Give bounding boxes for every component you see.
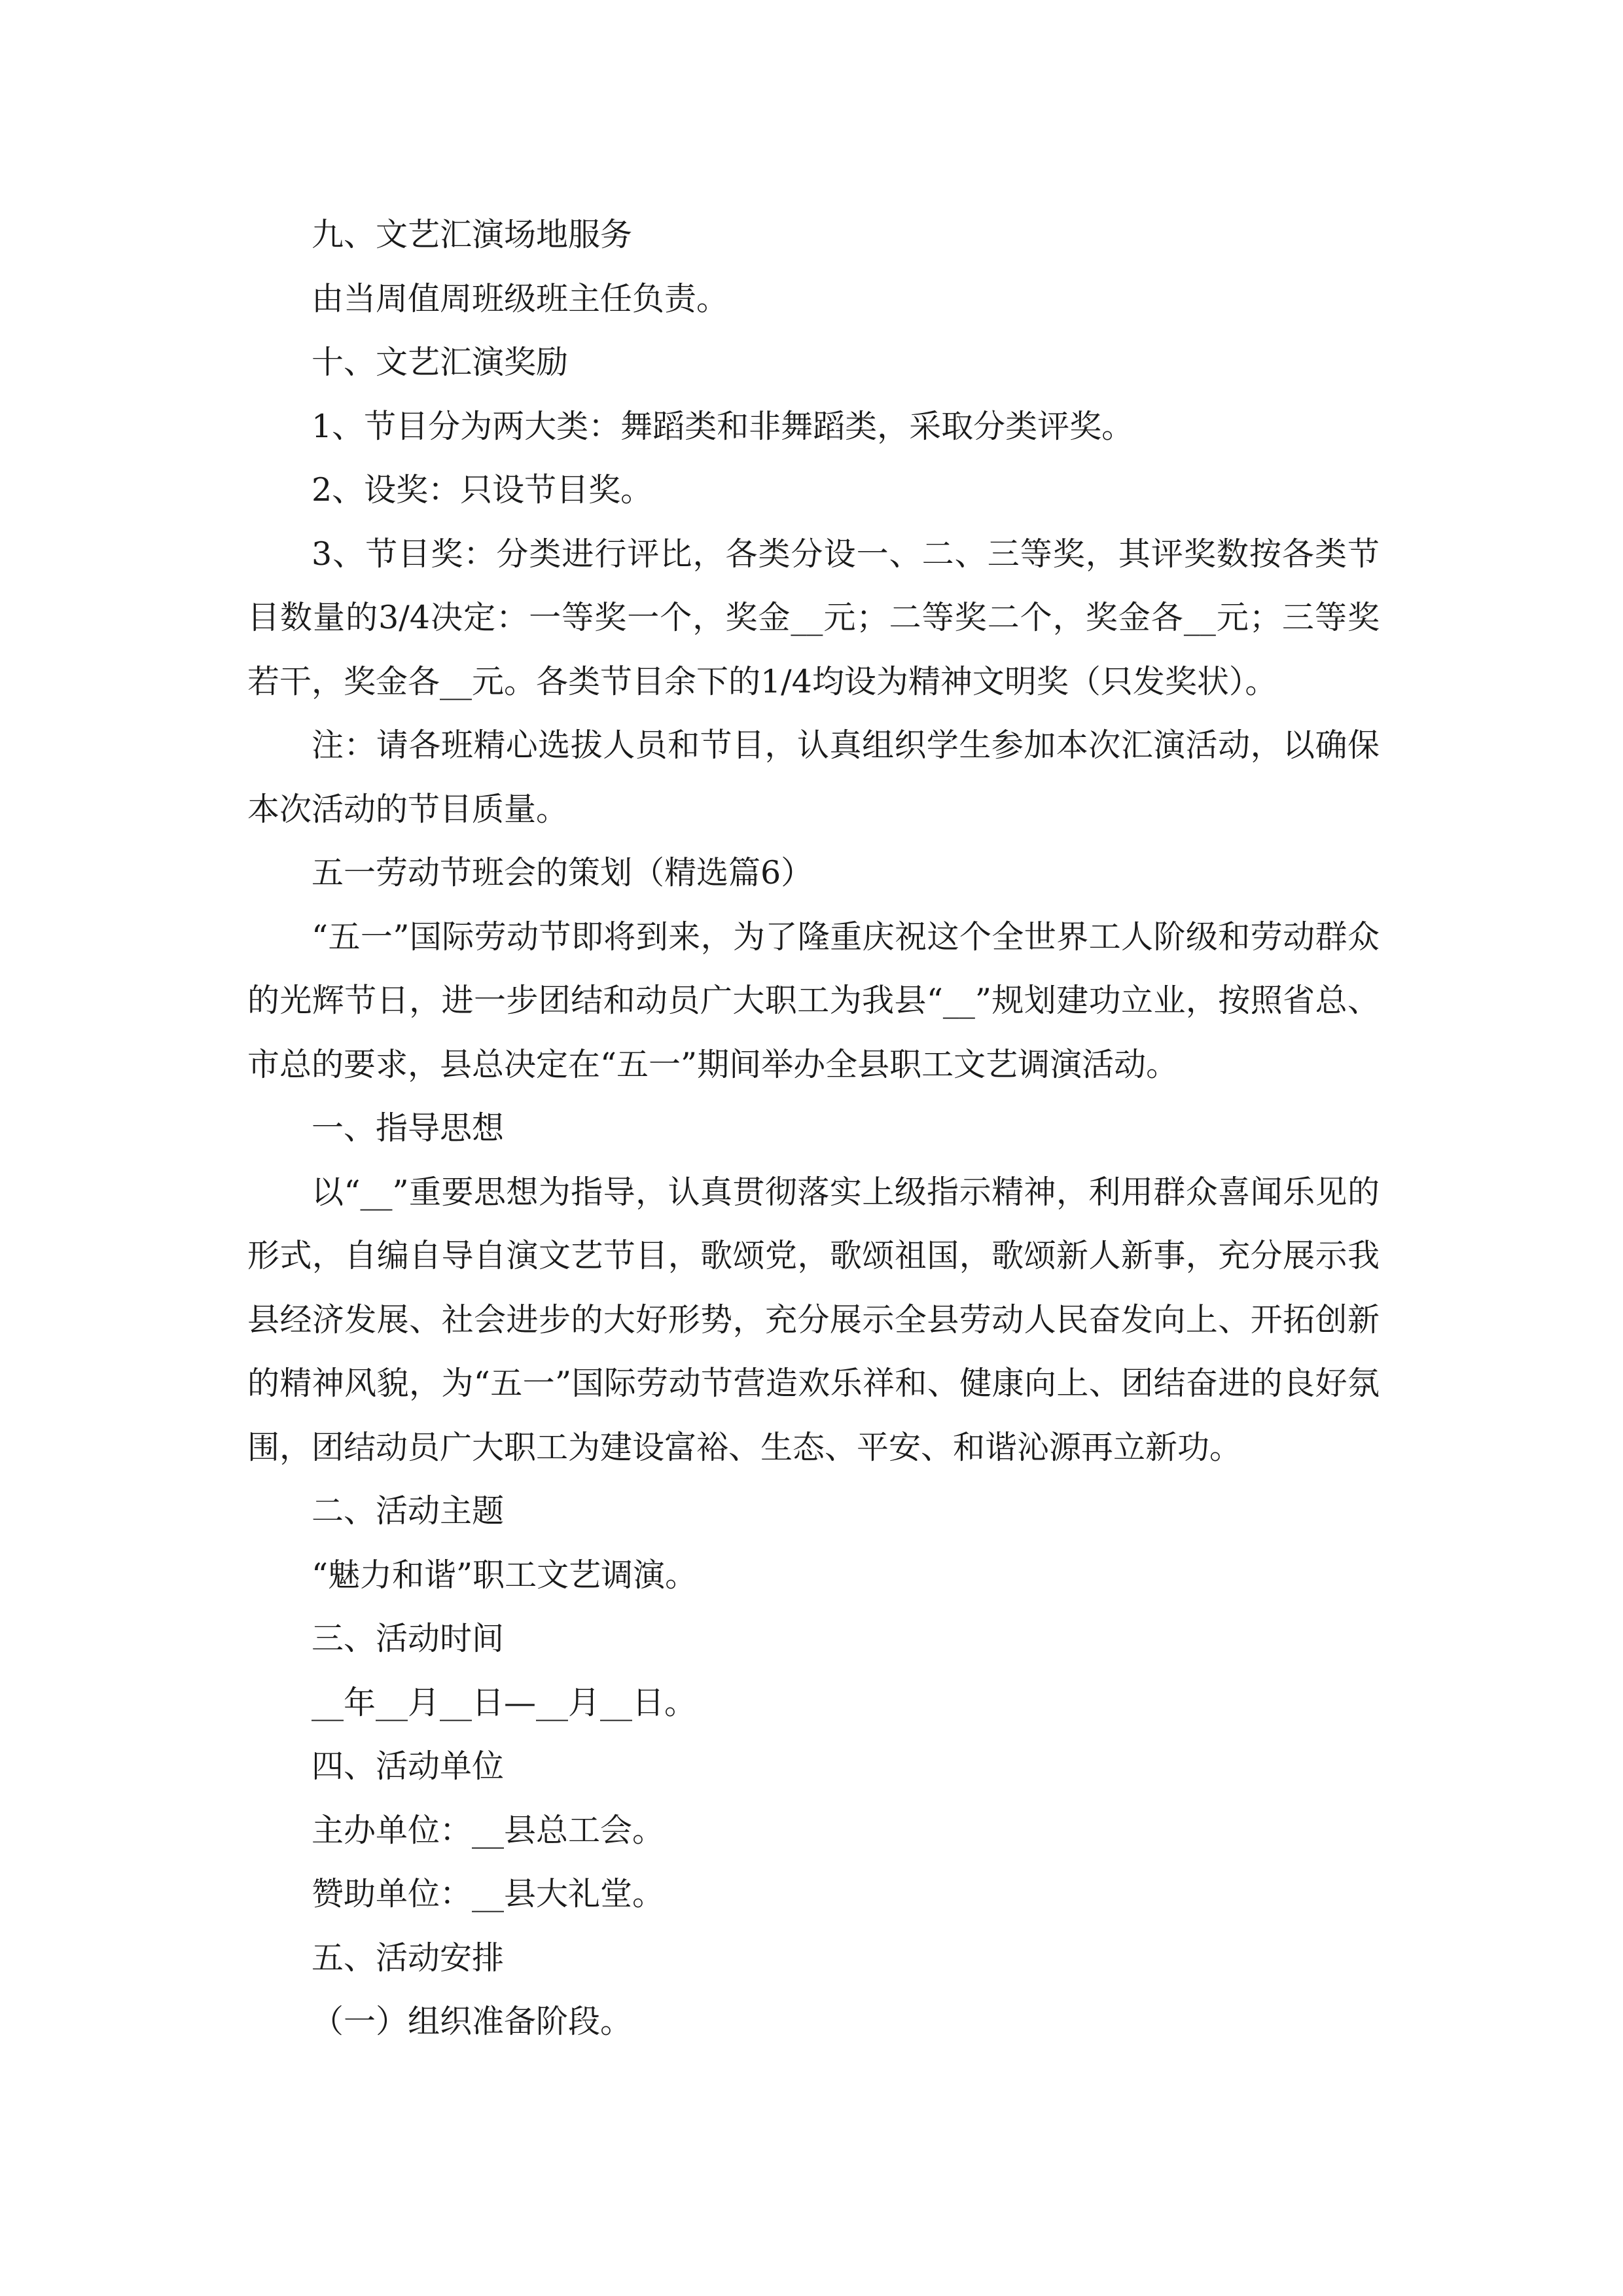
section-heading-1: 一、指导思想 <box>312 1109 505 1147</box>
section-heading-2: 二、活动主题 <box>312 1492 505 1530</box>
paragraph: “魅力和谐”职工文艺调演。 <box>312 1556 698 1594</box>
paragraph: （一）组织准备阶段。 <box>312 2003 633 2040</box>
paragraph: 以“__”重要思想为指导，认真贯彻落实上级指示精神，利用群众喜闻乐见的形式，自编自导自演文艺节目，歌颂党，歌颂祖国，歌颂新人新事，充分展示我县经济发展、社会进步的大好形势，充分展示全县劳动人民奋发向上、开拓创新的精神风貌，为“五一”国际劳动节营造欢乐祥和、健康向上、团结奋进的良好氛围，团结动员广大职工为建设富裕、生态、平安、和谐沁源再立新功。 <box>247 1173 1380 1466</box>
article-subtitle: 五一劳动节班会的策划（精选篇6） <box>312 854 813 891</box>
section-heading-9: 九、文艺汇演场地服务 <box>312 216 633 253</box>
section-heading-4: 四、活动单位 <box>312 1748 505 1785</box>
document-body <box>247 203 1380 2054</box>
paragraph: 由当周值周班级班主任负责。 <box>312 279 729 317</box>
section-heading-3: 三、活动时间 <box>312 1620 505 1657</box>
paragraph: “五一”国际劳动节即将到来，为了隆重庆祝这个全世界工人阶级和劳动群众的光辉节日，进一步团结和动员广大职工为我县“__”规划建功立业，按照省总、市总的要求，县总决定在“五一”期间举办全县职工文艺调演活动。 <box>247 918 1380 1083</box>
note-paragraph: 注：请各班精心选拔人员和节目，认真组织学生参加本次汇演活动，以确保本次活动的节目质量。 <box>247 726 1380 828</box>
section-heading-5: 五、活动安排 <box>312 1939 505 1977</box>
section-heading-10: 十、文艺汇演奖励 <box>312 344 569 381</box>
paragraph: 2、设奖：只设节目奖。 <box>312 471 653 509</box>
paragraph: __年__月__日—__月__日。 <box>312 1683 697 1721</box>
paragraph: 1、节目分为两大类：舞蹈类和非舞蹈类，采取分类评奖。 <box>312 407 1134 445</box>
paragraph: 3、节目奖：分类进行评比，各类分设一、二、三等奖，其评奖数按各类节目数量的3/4决定：一等奖一个，奖金__元；二等奖二个，奖金各__元；三等奖若干，奖金各__元。各类节目余下的1/4均设为精神文明奖（只发奖状）。 <box>247 535 1380 700</box>
paragraph: 主办单位：__县总工会。 <box>312 1811 665 1849</box>
paragraph: 赞助单位：__县大礼堂。 <box>312 1875 665 1912</box>
